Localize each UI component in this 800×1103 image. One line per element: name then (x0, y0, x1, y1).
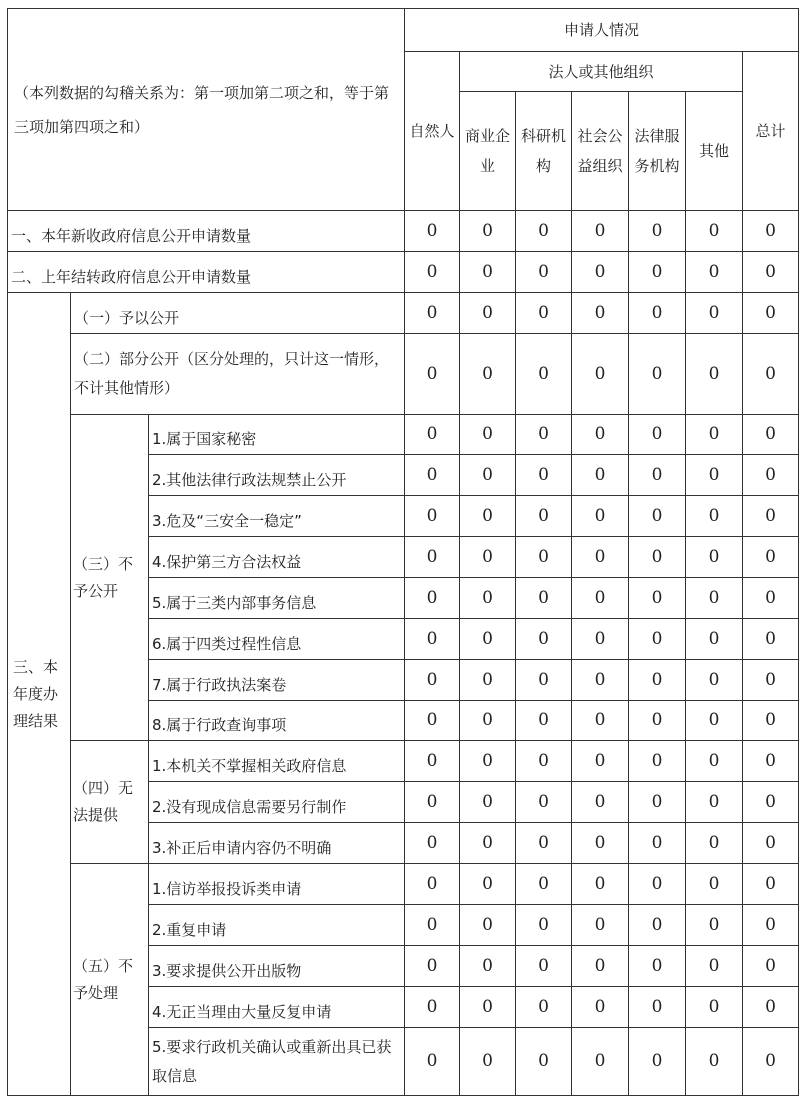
row-label: 3.危及“三安全一稳定” (149, 496, 405, 537)
cell-value: 0 (686, 823, 743, 864)
cell-value: 0 (743, 946, 799, 987)
cell-value: 0 (743, 741, 799, 782)
group-5-label: （五）不予处理 (71, 864, 149, 1096)
cell-value: 0 (460, 619, 516, 660)
cell-value: 0 (516, 293, 572, 334)
cell-value: 0 (460, 946, 516, 987)
cell-value: 0 (743, 496, 799, 537)
cell-value: 0 (743, 701, 799, 741)
cell-value: 0 (629, 252, 686, 293)
cell-value: 0 (572, 252, 629, 293)
cell-value: 0 (460, 741, 516, 782)
row-label: 7.属于行政执法案卷 (149, 660, 405, 701)
cell-value: 0 (629, 987, 686, 1028)
cell-value: 0 (460, 782, 516, 823)
cell-value: 0 (516, 537, 572, 578)
cell-value: 0 (516, 1028, 572, 1096)
cell-value: 0 (629, 741, 686, 782)
cell-value: 0 (516, 496, 572, 537)
section-3-label: 三、本年度办理结果 (8, 293, 71, 1096)
cell-value: 0 (460, 211, 516, 252)
cell-value: 0 (743, 211, 799, 252)
cell-value: 0 (405, 496, 460, 537)
cell-value: 0 (516, 823, 572, 864)
cell-value: 0 (629, 905, 686, 946)
cell-value: 0 (516, 455, 572, 496)
cell-value: 0 (572, 293, 629, 334)
disclosure-stats-table (7, 8, 799, 1096)
cell-value: 0 (405, 660, 460, 701)
row-label: 1.属于国家秘密 (149, 415, 405, 455)
group-3-label: （三）不予公开 (71, 415, 149, 741)
cell-value: 0 (686, 293, 743, 334)
row-label: 5.要求行政机关确认或重新出具已获取信息 (149, 1028, 405, 1096)
cell-value: 0 (629, 823, 686, 864)
cell-value: 0 (516, 701, 572, 741)
cell-value: 0 (572, 455, 629, 496)
cell-value: 0 (572, 782, 629, 823)
row-label: 8.属于行政查询事项 (149, 701, 405, 741)
cell-value: 0 (405, 782, 460, 823)
cell-value: 0 (405, 946, 460, 987)
col-total: 总计 (743, 52, 799, 211)
row-label: 2.其他法律行政法规禁止公开 (149, 455, 405, 496)
table-row (8, 252, 799, 293)
cell-value: 0 (405, 455, 460, 496)
cell-value: 0 (405, 823, 460, 864)
cell-value: 0 (572, 578, 629, 619)
cell-value: 0 (629, 1028, 686, 1096)
cell-value: 0 (516, 578, 572, 619)
row-label: 2.没有现成信息需要另行制作 (149, 782, 405, 823)
cell-value: 0 (460, 905, 516, 946)
row-label: 1.本机关不掌握相关政府信息 (149, 741, 405, 782)
cell-value: 0 (743, 823, 799, 864)
cell-value: 0 (405, 987, 460, 1028)
cell-value: 0 (743, 987, 799, 1028)
cell-value: 0 (516, 334, 572, 415)
cell-value: 0 (686, 987, 743, 1028)
row-label: （一）予以公开 (71, 293, 405, 334)
cell-value: 0 (516, 864, 572, 905)
cell-value: 0 (572, 905, 629, 946)
row-label: 一、本年新收政府信息公开申请数量 (8, 211, 405, 252)
cell-value: 0 (743, 619, 799, 660)
cell-value: 0 (405, 701, 460, 741)
cell-value: 0 (686, 211, 743, 252)
table-row (8, 741, 799, 782)
cell-value: 0 (629, 455, 686, 496)
col-social-welfare: 社会公益组织 (572, 92, 629, 211)
cell-value: 0 (460, 252, 516, 293)
cell-value: 0 (686, 252, 743, 293)
cell-value: 0 (629, 660, 686, 701)
row-label: （二）部分公开（区分处理的，只计这一情形，不计其他情形） (71, 334, 405, 415)
col-research: 科研机构 (516, 92, 572, 211)
cell-value: 0 (686, 741, 743, 782)
cell-value: 0 (686, 578, 743, 619)
cell-value: 0 (629, 415, 686, 455)
col-legal-service: 法律服务机构 (629, 92, 686, 211)
cell-value: 0 (686, 701, 743, 741)
cell-value: 0 (686, 415, 743, 455)
cell-value: 0 (629, 619, 686, 660)
cell-value: 0 (686, 782, 743, 823)
cell-value: 0 (460, 864, 516, 905)
cell-value: 0 (516, 211, 572, 252)
cell-value: 0 (516, 741, 572, 782)
cell-value: 0 (629, 211, 686, 252)
cell-value: 0 (572, 741, 629, 782)
table-row (8, 864, 799, 905)
cell-value: 0 (686, 619, 743, 660)
col-other: 其他 (686, 92, 743, 211)
cell-value: 0 (743, 864, 799, 905)
row-label: 1.信访举报投诉类申请 (149, 864, 405, 905)
cell-value: 0 (572, 496, 629, 537)
cell-value: 0 (629, 578, 686, 619)
cell-value: 0 (405, 864, 460, 905)
cell-value: 0 (629, 782, 686, 823)
cell-value: 0 (629, 496, 686, 537)
cell-value: 0 (405, 334, 460, 415)
cell-value: 0 (460, 496, 516, 537)
cell-value: 0 (516, 415, 572, 455)
cell-value: 0 (460, 1028, 516, 1096)
cell-value: 0 (460, 823, 516, 864)
cell-value: 0 (405, 415, 460, 455)
cell-value: 0 (405, 578, 460, 619)
cell-value: 0 (686, 455, 743, 496)
table-row (8, 334, 799, 415)
cell-value: 0 (743, 660, 799, 701)
col-business: 商业企业 (460, 92, 516, 211)
cell-value: 0 (405, 293, 460, 334)
cell-value: 0 (460, 987, 516, 1028)
cell-value: 0 (572, 537, 629, 578)
cell-value: 0 (516, 252, 572, 293)
cell-value: 0 (686, 537, 743, 578)
row-label: 4.无正当理由大量反复申请 (149, 987, 405, 1028)
cell-value: 0 (460, 334, 516, 415)
cell-value: 0 (460, 578, 516, 619)
cell-value: 0 (516, 660, 572, 701)
group-4-label: （四）无法提供 (71, 741, 149, 864)
cell-value: 0 (405, 619, 460, 660)
cell-value: 0 (743, 782, 799, 823)
row-label: 6.属于四类过程性信息 (149, 619, 405, 660)
cell-value: 0 (629, 864, 686, 905)
cell-value: 0 (743, 252, 799, 293)
cell-value: 0 (743, 455, 799, 496)
cell-value: 0 (405, 905, 460, 946)
cell-value: 0 (405, 741, 460, 782)
cell-value: 0 (516, 946, 572, 987)
cell-value: 0 (743, 1028, 799, 1096)
table-row (8, 415, 799, 455)
cell-value: 0 (686, 660, 743, 701)
cell-value: 0 (460, 293, 516, 334)
cell-value: 0 (572, 619, 629, 660)
applicant-title: 申请人情况 (405, 9, 799, 52)
col-natural-person: 自然人 (405, 52, 460, 211)
cell-value: 0 (629, 701, 686, 741)
cell-value: 0 (516, 782, 572, 823)
cell-value: 0 (572, 987, 629, 1028)
cell-value: 0 (516, 619, 572, 660)
cell-value: 0 (572, 334, 629, 415)
cell-value: 0 (572, 660, 629, 701)
cell-value: 0 (743, 415, 799, 455)
cell-value: 0 (686, 1028, 743, 1096)
cell-value: 0 (572, 823, 629, 864)
cell-value: 0 (743, 293, 799, 334)
cell-value: 0 (686, 864, 743, 905)
cell-value: 0 (686, 496, 743, 537)
cell-value: 0 (572, 946, 629, 987)
cell-value: 0 (743, 537, 799, 578)
cell-value: 0 (572, 415, 629, 455)
cell-value: 0 (405, 252, 460, 293)
row-label: 3.要求提供公开出版物 (149, 946, 405, 987)
cell-value: 0 (629, 293, 686, 334)
cell-value: 0 (405, 537, 460, 578)
cell-value: 0 (572, 211, 629, 252)
cell-value: 0 (405, 211, 460, 252)
cell-value: 0 (686, 905, 743, 946)
row-label: 二、上年结转政府信息公开申请数量 (8, 252, 405, 293)
cell-value: 0 (572, 864, 629, 905)
header-note: （本列数据的勾稽关系为：第一项加第二项之和，等于第三项加第四项之和） (8, 9, 405, 211)
cell-value: 0 (516, 987, 572, 1028)
cell-value: 0 (743, 905, 799, 946)
table-row (8, 211, 799, 252)
cell-value: 0 (516, 905, 572, 946)
cell-value: 0 (629, 946, 686, 987)
cell-value: 0 (572, 701, 629, 741)
cell-value: 0 (460, 455, 516, 496)
cell-value: 0 (460, 415, 516, 455)
table-row (8, 293, 799, 334)
org-title: 法人或其他组织 (460, 52, 743, 92)
row-label: 3.补正后申请内容仍不明确 (149, 823, 405, 864)
cell-value: 0 (743, 334, 799, 415)
cell-value: 0 (629, 334, 686, 415)
row-label: 5.属于三类内部事务信息 (149, 578, 405, 619)
cell-value: 0 (686, 946, 743, 987)
cell-value: 0 (743, 578, 799, 619)
cell-value: 0 (460, 660, 516, 701)
cell-value: 0 (572, 1028, 629, 1096)
cell-value: 0 (629, 537, 686, 578)
cell-value: 0 (460, 537, 516, 578)
cell-value: 0 (460, 701, 516, 741)
cell-value: 0 (405, 1028, 460, 1096)
cell-value: 0 (686, 334, 743, 415)
row-label: 4.保护第三方合法权益 (149, 537, 405, 578)
row-label: 2.重复申请 (149, 905, 405, 946)
